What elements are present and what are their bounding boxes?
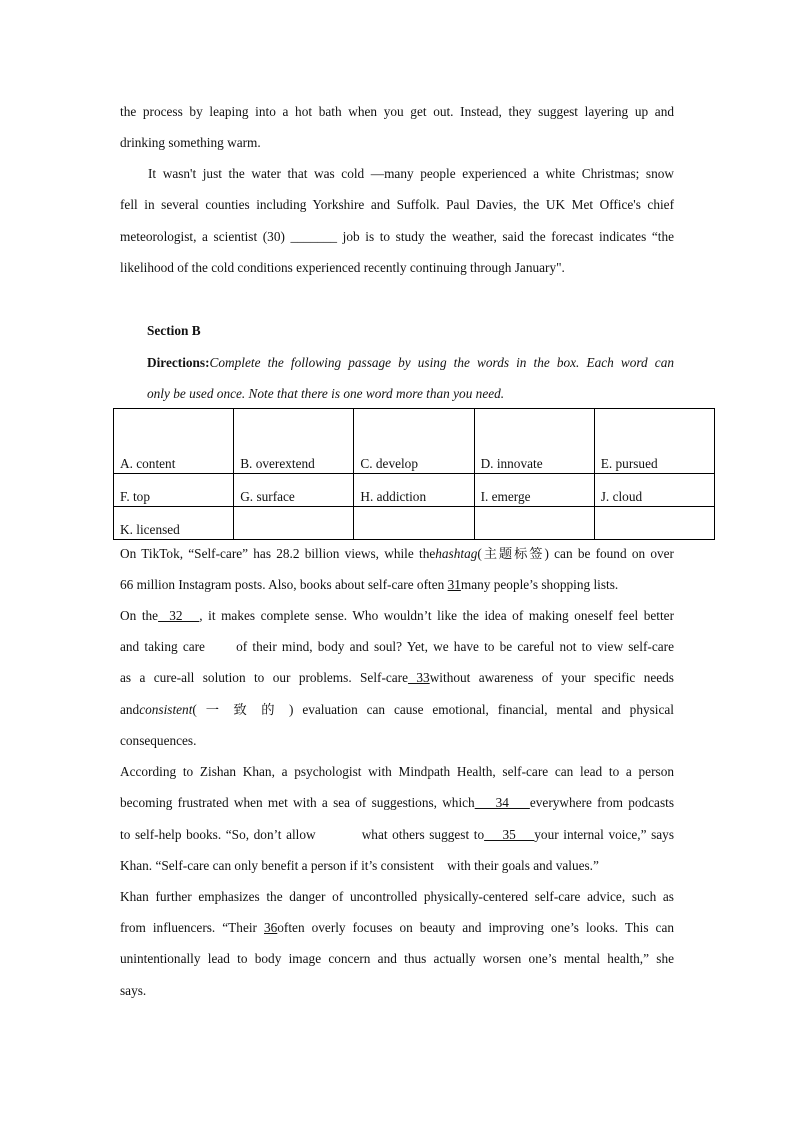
text-run: often overly focuses on beauty and improving one’s looks. This can — [277, 920, 674, 935]
text-run: everywhere from podcasts — [529, 795, 674, 810]
text-run: 66 million Instagram posts. Also, books about self-care often — [120, 577, 448, 592]
word-cell — [354, 507, 474, 540]
word-cell: H. addiction — [354, 474, 474, 507]
text-run-italic: consistent — [139, 702, 193, 717]
word-cell: I. emerge — [474, 474, 594, 507]
text-run: many people’s shopping lists. — [460, 577, 619, 592]
directions-text-2: only be used once. Note that there is one word more than you need. — [147, 386, 505, 401]
blank-35: 35 — [484, 827, 535, 842]
word-box — [113, 408, 715, 540]
passage-p2-line-1 — [120, 607, 674, 625]
text-run: without awareness of your specific needs — [429, 670, 674, 685]
word-cell: K. licensed — [114, 507, 234, 540]
blank-36: 36 — [263, 920, 278, 935]
blank-32: 32 — [158, 608, 200, 623]
directions-line-2 — [147, 385, 674, 403]
blank-34: 34 — [474, 795, 530, 810]
word-cell: J. cloud — [594, 474, 714, 507]
passage-p2-line-4 — [120, 701, 674, 719]
text-run: from influencers. “Their — [120, 920, 264, 935]
section-b-heading: Section B — [147, 323, 201, 338]
passage-p3-line-4: Khan. “Self-care can only benefit a person if it’s consistent with their goals and values.” — [120, 858, 599, 873]
blank-31: 31 — [447, 577, 461, 592]
passage-p3-line-1: According to Zishan Khan, a psychologist with Mindpath Health, self-care can lead to a person — [120, 764, 674, 779]
passage-p3-line-3 — [120, 826, 674, 844]
word-box-row — [114, 474, 715, 507]
text-run: (主题标签) can be found on over — [477, 546, 674, 561]
passage-p4-line-1: Khan further emphasizes the danger of uncontrolled physically-centered self-care advice, such as — [120, 889, 674, 904]
word-box-row — [114, 409, 715, 474]
word-cell — [594, 507, 714, 540]
text-run: and — [120, 702, 140, 717]
blank-33: 33 — [408, 670, 430, 685]
word-cell: A. content — [114, 409, 234, 474]
word-cell: C. develop — [354, 409, 474, 474]
weather-line-2: fell in several counties including Yorkshire and Suffolk. Paul Davies, the UK Met Office's chief — [120, 197, 674, 212]
text-run: ( 一 致 的 ) evaluation can cause emotional, financial, mental and physical — [192, 702, 674, 717]
passage-p2-line-3 — [120, 669, 674, 687]
word-cell: E. pursued — [594, 409, 714, 474]
passage-p2-line-2: and taking care of their mind, body and soul? Yet, we have to be careful not to view self-care — [120, 639, 674, 654]
text-run: to self-help books. “So, don’t allow what others suggest to — [120, 827, 485, 842]
intro-line-2: drinking something warm. — [120, 135, 261, 150]
text-run: as a cure-all solution to our problems. Self-care — [120, 670, 409, 685]
word-box-row — [114, 507, 715, 540]
weather-line-1: It wasn't just the water that was cold —many people experienced a white Christmas; snow — [148, 166, 674, 181]
passage-p1-line-2 — [120, 576, 674, 594]
text-run: On the — [120, 608, 159, 623]
passage-p4-line-4: says. — [120, 983, 147, 998]
text-run-italic: hashtag — [435, 546, 478, 561]
text-run: On TikTok, “Self-care” has 28.2 billion views, while the — [120, 546, 436, 561]
word-cell: F. top — [114, 474, 234, 507]
word-cell — [474, 507, 594, 540]
word-cell: G. surface — [234, 474, 354, 507]
passage-p3-line-2 — [120, 794, 674, 812]
weather-line-4: likelihood of the cold conditions experienced recently continuing through January". — [120, 260, 565, 275]
passage-p4-line-3: unintentionally lead to body image concern and thus actually worsen one’s mental health,” she — [120, 951, 674, 966]
word-cell: D. innovate — [474, 409, 594, 474]
directions-text-1: Complete the following passage by using the words in the box. Each word can — [209, 355, 674, 370]
passage-p1-line-1 — [120, 545, 674, 563]
passage-p4-line-2 — [120, 919, 674, 937]
intro-line-1: the process by leaping into a hot bath when you get out. Instead, they suggest layering up and — [120, 104, 674, 119]
passage-p2-line-5: consequences. — [120, 733, 197, 748]
word-cell — [234, 507, 354, 540]
text-run: your internal voice,” says — [534, 827, 674, 842]
weather-line-3: meteorologist, a scientist (30) _______ job is to study the weather, said the forecast indicates “the — [120, 229, 674, 244]
text-run: becoming frustrated when met with a sea of suggestions, which — [120, 795, 475, 810]
word-cell: B. overextend — [234, 409, 354, 474]
directions-label: Directions: — [147, 355, 210, 370]
directions-line-1 — [147, 354, 674, 372]
text-run: , it makes complete sense. Who wouldn’t like the idea of making oneself feel better — [199, 608, 675, 623]
